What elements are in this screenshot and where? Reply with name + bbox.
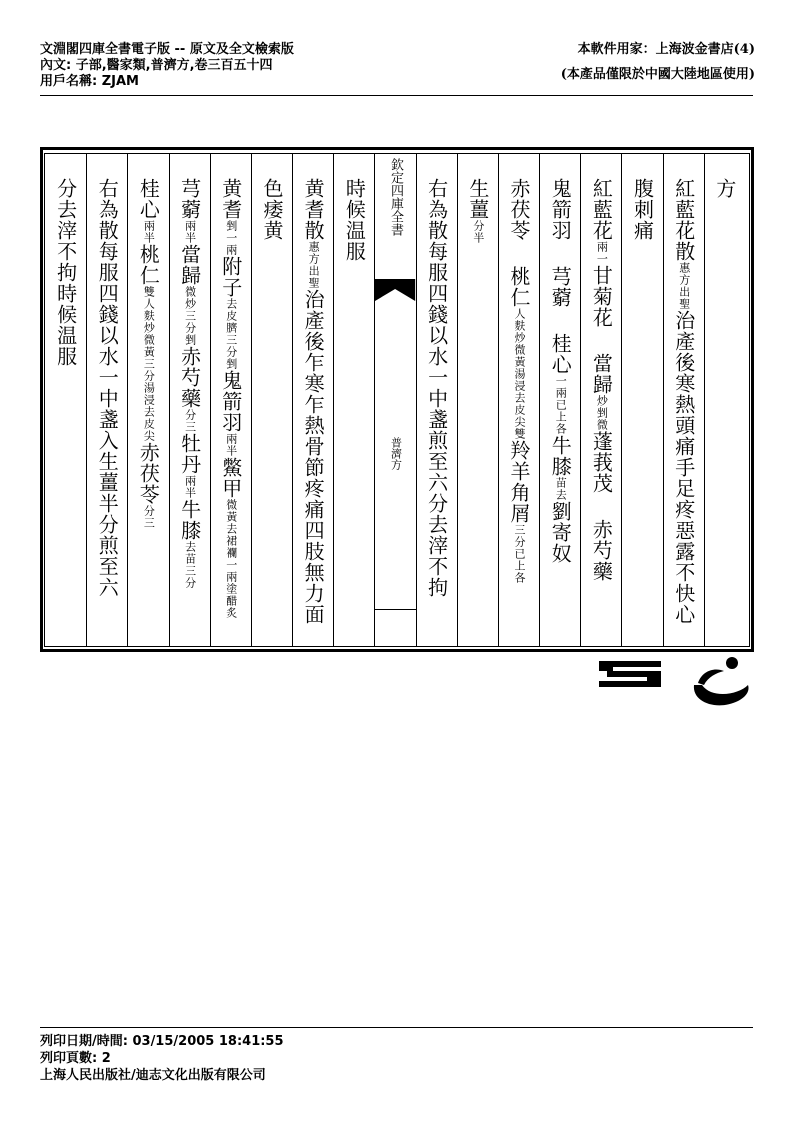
main-text: 鬼箭羽 <box>218 370 243 433</box>
annotation-note: 已上各 一兩 <box>554 375 568 435</box>
text-column <box>210 154 251 646</box>
text-column <box>333 154 374 646</box>
annotation-note: 一 兩 <box>595 241 609 265</box>
header-rule <box>40 95 753 96</box>
main-text: 羚羊角屑 <box>507 440 532 524</box>
annotation-note: 三分剉 微炒 <box>183 286 197 346</box>
book-name: 普濟方 <box>389 437 403 470</box>
column-text <box>714 178 736 199</box>
text-column <box>127 154 168 646</box>
footer <box>40 1033 284 1084</box>
main-text: 時候温服 <box>342 178 367 262</box>
publisher-logo-bars-icon <box>597 655 667 699</box>
main-text: 芎藭 <box>177 178 202 220</box>
annotation-note: 半 兩 <box>183 475 197 499</box>
header-content-path: 內文: 子部,醫家類,普濟方,卷三百五十四 <box>40 58 273 73</box>
annotation-note: 出聖 惠方 <box>677 262 691 310</box>
center-fold-column <box>374 154 415 646</box>
main-text: 桂心 <box>136 178 161 220</box>
column-text <box>549 178 571 564</box>
main-text: 鱉甲 <box>218 457 243 499</box>
main-text: 蓬莪茂 赤芍藥 <box>589 431 614 582</box>
column-text <box>343 178 365 262</box>
main-text: 桃仁 <box>136 244 161 286</box>
text-column <box>498 154 539 646</box>
column-text <box>137 178 159 529</box>
column-text <box>426 178 448 598</box>
main-text: 右為散每服四錢以水一中盞入生薑半分煎至六 <box>95 178 120 598</box>
text-column <box>580 154 621 646</box>
column-text <box>467 178 489 244</box>
publisher-logo-brush-icon <box>688 655 754 715</box>
main-text: 牛膝 <box>177 499 202 541</box>
header-username: 用戶名稱: ZJAM <box>40 74 139 89</box>
main-text: 紅藍花 <box>589 178 614 241</box>
annotation-note: 三 分 <box>142 505 156 529</box>
main-text: 甘菊花 當歸 <box>589 265 614 395</box>
column-text <box>673 178 695 625</box>
column-text <box>302 178 324 625</box>
text-column <box>292 154 333 646</box>
annotation-note: 三分剉 去皮臍 <box>224 298 238 370</box>
main-text: 赤茯苓 <box>136 442 161 505</box>
text-column <box>86 154 127 646</box>
footer-print-datetime: 列印日期/時間: 03/15/2005 18:41:55 <box>40 1034 284 1049</box>
main-text: 赤芍藥 <box>177 346 202 409</box>
footer-rule <box>40 1027 753 1028</box>
main-text: 方 <box>712 178 737 199</box>
text-column <box>457 154 498 646</box>
annotation-note: 三分 去苗 <box>183 541 197 589</box>
main-text: 黄耆散 <box>301 178 326 241</box>
center-rule <box>375 609 415 610</box>
main-text: 牛膝 <box>548 435 573 477</box>
column-text <box>179 178 201 589</box>
annotation-note: 半 兩 <box>183 220 197 244</box>
text-grid <box>44 153 750 647</box>
column-text <box>96 178 118 598</box>
main-text: 色痿黄 <box>259 178 284 241</box>
main-text: 牡丹 <box>177 433 202 475</box>
header-right <box>561 42 755 83</box>
text-column <box>169 154 210 646</box>
main-text: 紅藍花散 <box>671 178 696 262</box>
column-text <box>508 178 530 584</box>
annotation-note: 一兩 剉 <box>224 220 238 256</box>
annotation-note: 半 分 <box>471 220 485 244</box>
annotation-note: 半 兩 <box>142 220 156 244</box>
text-column <box>45 154 86 646</box>
annotation-note: 去 苗 <box>554 477 568 501</box>
column-text <box>590 178 612 582</box>
fishtail-mark-icon <box>375 279 415 301</box>
annotation-note: 三分湯浸去皮尖 雙人麩炒微黃 <box>142 286 156 442</box>
main-text: 劉寄奴 <box>548 501 573 564</box>
header-title: 文淵閣四庫全書電子版 -- 原文及全文檢索版 <box>40 42 294 57</box>
text-column <box>251 154 292 646</box>
header-region-note: (本產品僅限於中國大陸地區使用) <box>560 67 755 82</box>
annotation-note: 半 兩 <box>224 433 238 457</box>
column-text <box>55 178 77 367</box>
text-column <box>663 154 704 646</box>
header-licensee: 本軟件用家：上海波金書店(4) <box>577 42 755 57</box>
page-frame <box>40 147 754 652</box>
main-text: 黄耆 <box>218 178 243 220</box>
main-text: 當歸 <box>177 244 202 286</box>
annotation-note: 三 分 <box>183 409 197 433</box>
text-column <box>621 154 662 646</box>
text-column <box>704 154 745 646</box>
annotation-note: 已上各 三分 <box>513 524 527 584</box>
text-column <box>416 154 457 646</box>
main-text: 治產後乍寒乍熱骨節疼痛四肢無力面 <box>301 289 326 625</box>
main-text: 附子 <box>218 256 243 298</box>
text-column <box>539 154 580 646</box>
column-text <box>220 178 242 619</box>
annotation-note: 出聖 惠方 <box>307 241 321 289</box>
book-title: 欽定四庫全書 <box>387 158 403 236</box>
annotation-note: 湯浸去皮尖雙 人麩炒微黃 <box>513 308 527 440</box>
main-text: 腹刺痛 <box>630 178 655 241</box>
column-text <box>261 178 283 241</box>
main-text: 生薑 <box>465 178 490 220</box>
annotation-note: 剉微 炒 <box>595 395 609 431</box>
annotation-note: 一兩塗醋炙 微黃去裙襴 <box>224 499 238 619</box>
main-text: 治產後寒熱頭痛手足疼惡露不快心 <box>671 310 696 625</box>
main-text: 赤茯苓 桃仁 <box>507 178 532 308</box>
column-text <box>632 178 654 241</box>
footer-print-pages: 列印頁數: 2 <box>40 1051 111 1066</box>
main-text: 分去滓不拘時候温服 <box>53 178 78 367</box>
main-text: 右為散每服四錢以水一中盞煎至六分去滓不拘 <box>424 178 449 598</box>
footer-publisher: 上海人民出版社/迪志文化出版有限公司 <box>40 1068 266 1083</box>
header-left <box>40 42 294 90</box>
main-text: 鬼箭羽 芎藭 桂心 <box>548 178 573 375</box>
